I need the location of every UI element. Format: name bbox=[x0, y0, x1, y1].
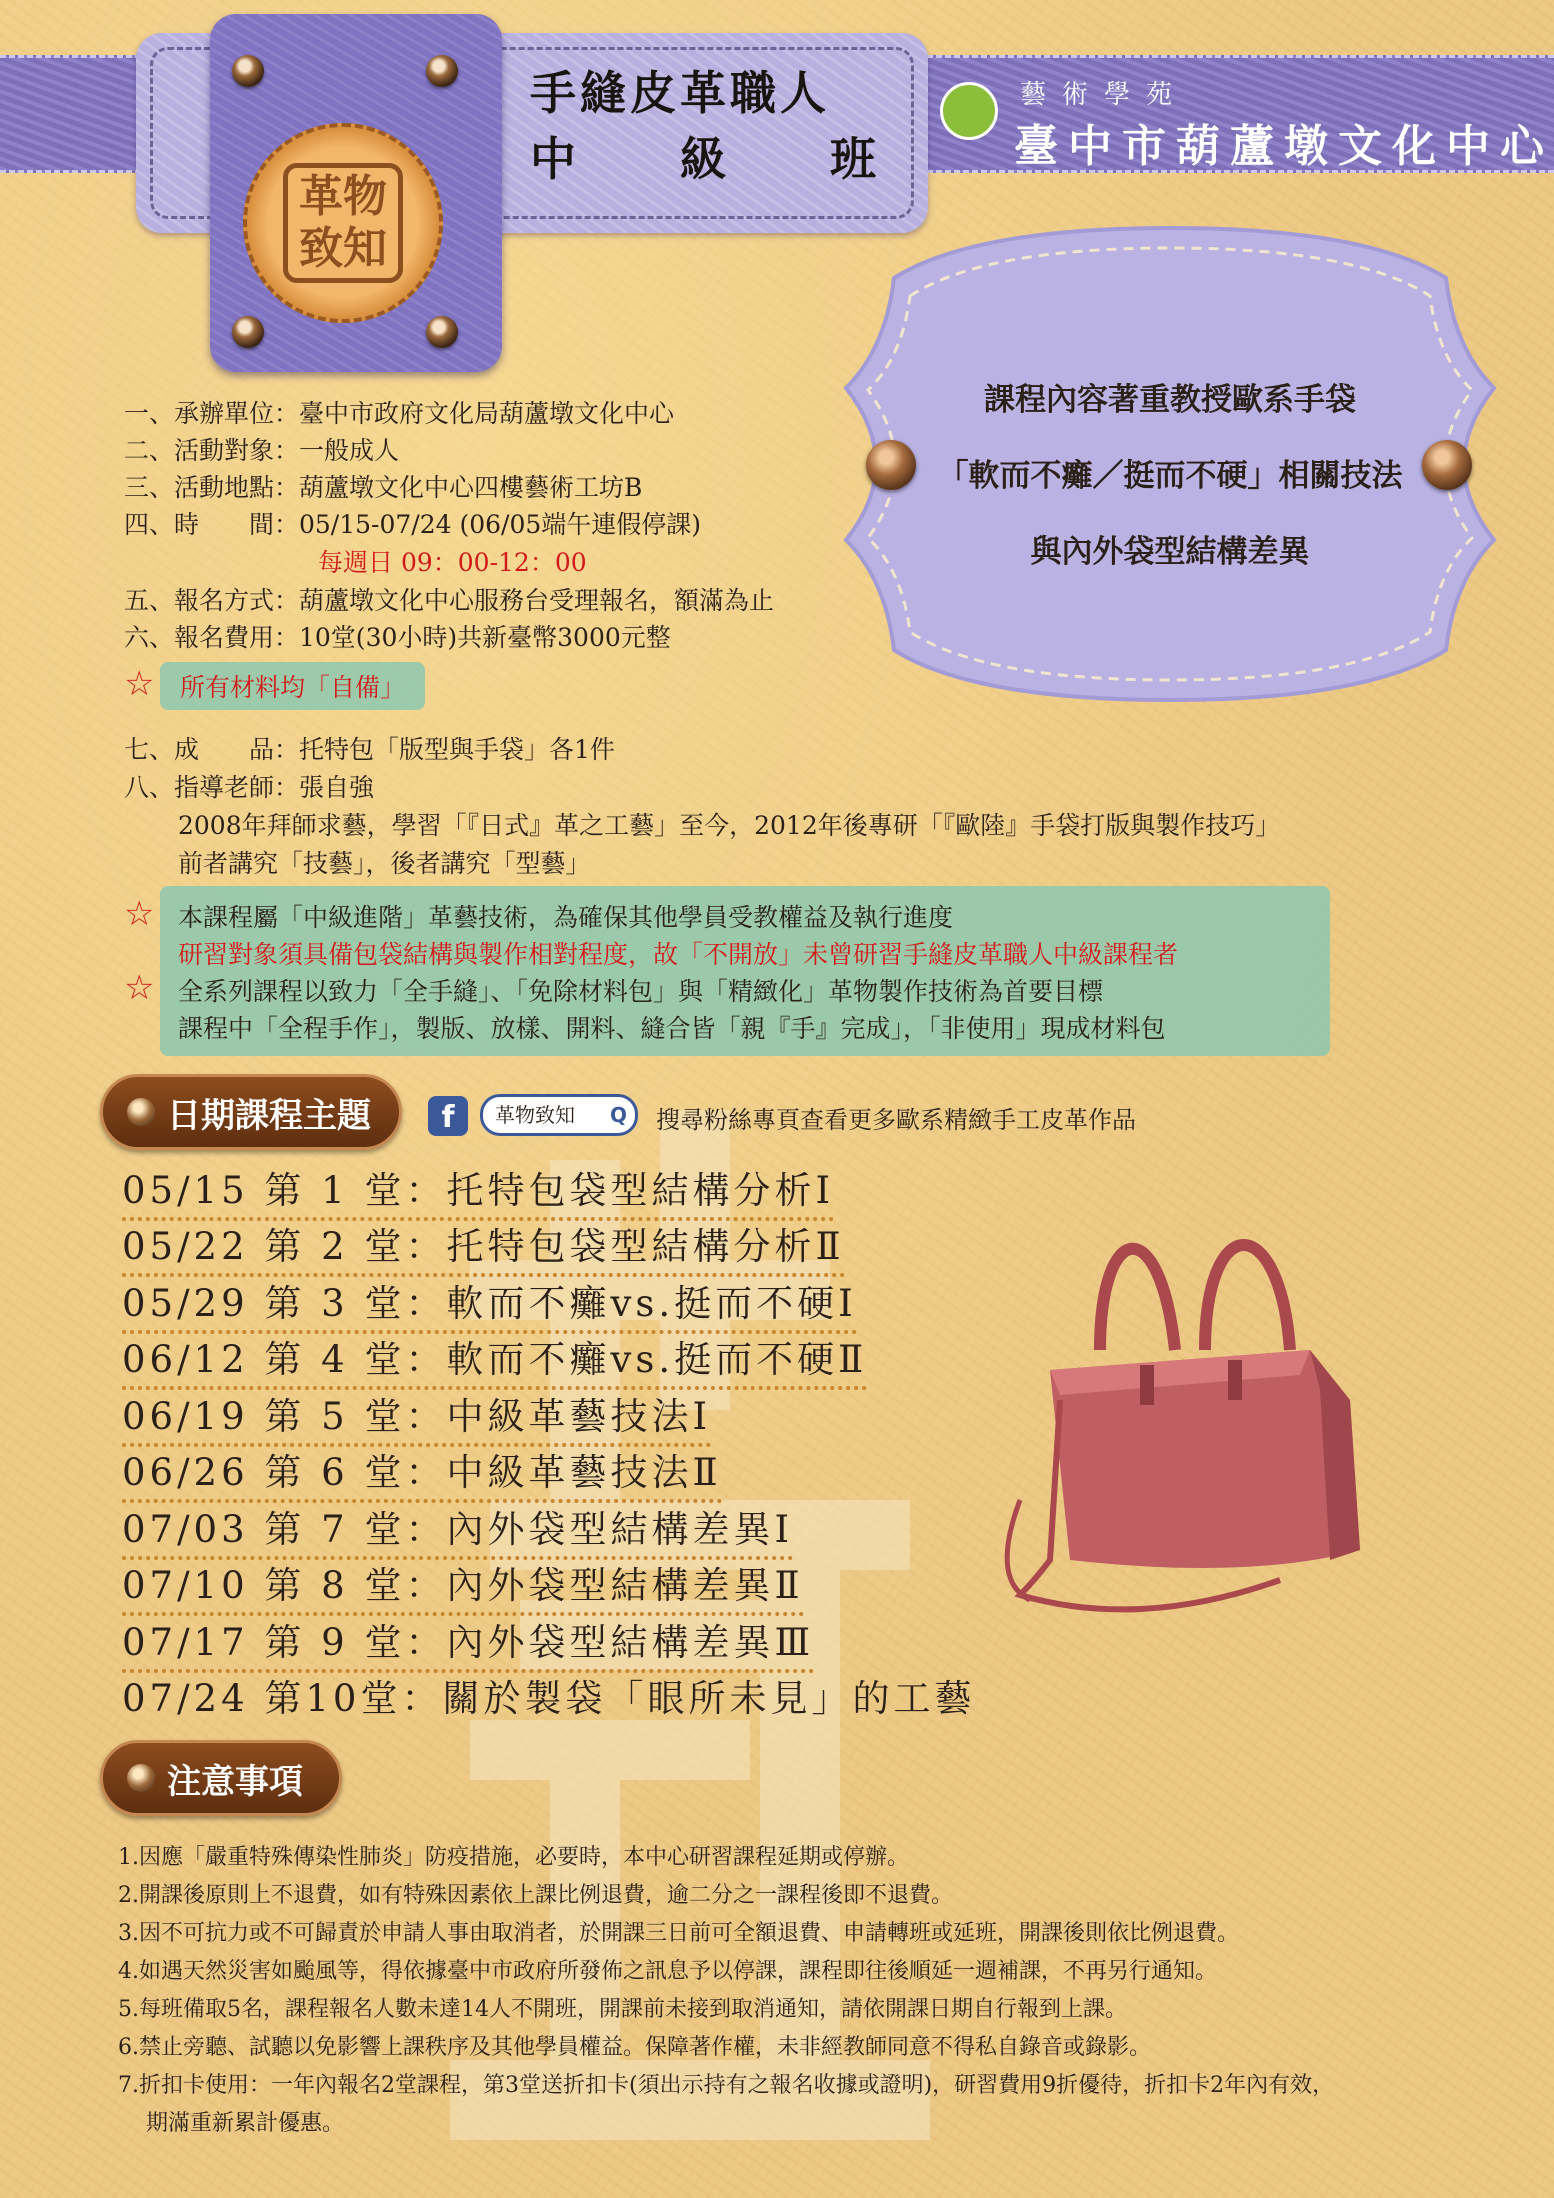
notice-line-3: 全系列課程以致力「全手縫」、「免除材料包」與「精緻化」革物製作技術為首要目標 bbox=[178, 977, 1104, 1006]
fanpage-search-box[interactable] bbox=[480, 1094, 638, 1136]
rivet-icon bbox=[127, 1098, 155, 1126]
fanpage-search-text: 革物致知 bbox=[495, 1103, 575, 1127]
teacher-bio-1: 2008年拜師求藝，學習「『日式』革之工藝」至今，2012年後專研「『歐陸』手袋打版與製作技巧」 bbox=[178, 811, 1281, 840]
info-audience: 二、活動對象：一般成人 bbox=[124, 436, 400, 465]
rivet-icon bbox=[127, 1764, 155, 1792]
info-period: 四、時 間：05/15-07/24 (06/05端午連假停課) bbox=[124, 510, 702, 539]
rivet-icon bbox=[426, 316, 458, 348]
seal-logo-text: 革物致知 bbox=[283, 163, 403, 283]
notice-line-2: 研習對象須具備包袋結構與製作相對程度，故「不開放」未曾研習手縫皮革職人中級課程者 bbox=[178, 940, 1179, 969]
schedule-row: 06/12 第 4 堂：軟而不癱vs.挺而不硬Ⅱ bbox=[122, 1334, 867, 1390]
rivet-icon bbox=[232, 55, 264, 87]
schedule-row: 07/24 第10堂：關於製袋「眼所未見」的工藝 bbox=[122, 1677, 976, 1720]
notice-line-1: 本課程屬「中級進階」革藝技術，為確保其他學員受教權益及執行進度 bbox=[178, 903, 954, 932]
star-icon: ☆ bbox=[124, 894, 155, 934]
schedule-row: 07/03 第 7 堂：內外袋型結構差異Ⅰ bbox=[122, 1504, 793, 1560]
brand-subtitle: 藝術學苑 bbox=[1020, 80, 1189, 110]
materials-note: 所有材料均「自備」 bbox=[160, 662, 425, 710]
notes-section-title bbox=[100, 1740, 342, 1816]
info-location: 三、活動地點：葫蘆墩文化中心四樓藝術工坊B bbox=[124, 473, 643, 502]
note-item: 3.因不可抗力或不可歸責於申請人事由取消者，於開課三日前可全額退費、申請轉班或延班，開課後則依比例退費。 bbox=[118, 1921, 1239, 1946]
fanpage-caption: 搜尋粉絲專頁查看更多歐系精緻手工皮革作品 bbox=[656, 1106, 1136, 1134]
note-item: 1.因應「嚴重特殊傳染性肺炎」防疫措施，必要時，本中心研習課程延期或停辦。 bbox=[118, 1845, 909, 1870]
info-organizer: 一、承辦單位：臺中市政府文化局葫蘆墩文化中心 bbox=[124, 399, 675, 428]
page-title bbox=[530, 60, 910, 192]
schedule-row: 05/22 第 2 堂：托特包袋型結構分析Ⅱ bbox=[122, 1221, 845, 1277]
schedule-row: 05/15 第 1 堂：托特包袋型結構分析Ⅰ bbox=[122, 1165, 834, 1221]
teacher-bio-2: 前者講究「技藝」，後者講究「型藝」 bbox=[178, 849, 591, 878]
schedule-row: 06/26 第 6 堂：中級革藝技法Ⅱ bbox=[122, 1447, 722, 1503]
schedule-row: 07/10 第 8 堂：內外袋型結構差異Ⅱ bbox=[122, 1560, 804, 1616]
rivet-icon bbox=[426, 55, 458, 87]
schedule-section-title bbox=[100, 1074, 402, 1150]
info-products: 七、成 品：托特包「版型與手袋」各1件 bbox=[124, 735, 615, 764]
brand-seal bbox=[243, 123, 443, 323]
highlight-text bbox=[890, 362, 1450, 590]
title-line-2: 中 級 班 bbox=[530, 132, 880, 186]
info-registration: 五、報名方式：葫蘆墩文化中心服務台受理報名，額滿為止 bbox=[124, 586, 775, 615]
center-logo-icon bbox=[940, 82, 998, 140]
highlight-line-3: 與內外袋型結構差異 bbox=[1030, 534, 1310, 570]
note-item: 期滿重新累計優惠。 bbox=[146, 2111, 345, 2136]
organizer-brand bbox=[940, 74, 1554, 172]
note-item: 5.每班備取5名，課程報名人數未達14人不開班，開課前未接到取消通知，請依開課日期自行報到上課。 bbox=[118, 1997, 1127, 2022]
info-weekly-time: 每週日 09：00-12：00 bbox=[318, 548, 587, 577]
schedule-section-label: 日期課程主題 bbox=[167, 1095, 371, 1136]
highlight-line-1: 課程內容著重教授歐系手袋 bbox=[984, 382, 1356, 418]
brand-name: 臺中市葫蘆墩文化中心 bbox=[1014, 121, 1554, 172]
note-item: 7.折扣卡使用：一年內報名2堂課程，第3堂送折扣卡(須出示持有之報名收據或證明)，研習費用9折優待，折扣卡2年內有效， bbox=[118, 2073, 1335, 2098]
notes-section-label: 注意事項 bbox=[167, 1761, 303, 1802]
note-item: 4.如遇天然災害如颱風等，得依據臺中市政府所發佈之訊息予以停課，課程即往後順延一週補課，不再另行通知。 bbox=[118, 1959, 1217, 1984]
info-fee: 六、報名費用：10堂(30小時)共新臺幣3000元整 bbox=[124, 623, 671, 652]
notice-line-4: 課程中「全程手作」，製版、放樣、開料、縫合皆「親『手』完成」，「非使用」現成材料包 bbox=[178, 1014, 1166, 1043]
star-icon: ☆ bbox=[124, 968, 155, 1008]
schedule-row: 05/29 第 3 堂：軟而不癱vs.挺而不硬Ⅰ bbox=[122, 1278, 857, 1334]
note-item: 2.開課後原則上不退費，如有特殊因素依上課比例退費，逾二分之一課程後即不退費。 bbox=[118, 1883, 953, 1908]
info-teacher: 八、指導老師：張自強 bbox=[124, 773, 375, 802]
search-icon: Q bbox=[609, 1103, 627, 1127]
facebook-icon[interactable]: f bbox=[428, 1096, 468, 1136]
schedule-row: 06/19 第 5 堂：中級革藝技法Ⅰ bbox=[122, 1391, 711, 1447]
star-icon: ☆ bbox=[124, 664, 155, 704]
rivet-icon bbox=[232, 316, 264, 348]
handbag-image bbox=[990, 1200, 1390, 1620]
schedule-row: 07/17 第 9 堂：內外袋型結構差異Ⅲ bbox=[122, 1617, 814, 1673]
title-line-1: 手縫皮革職人 bbox=[530, 66, 830, 120]
highlight-line-2: 「軟而不癱／挺而不硬」相關技法 bbox=[937, 458, 1403, 494]
note-item: 6.禁止旁聽、試聽以免影響上課秩序及其他學員權益。保障著作權，未非經教師同意不得私自錄音或錄影。 bbox=[118, 2035, 1151, 2060]
